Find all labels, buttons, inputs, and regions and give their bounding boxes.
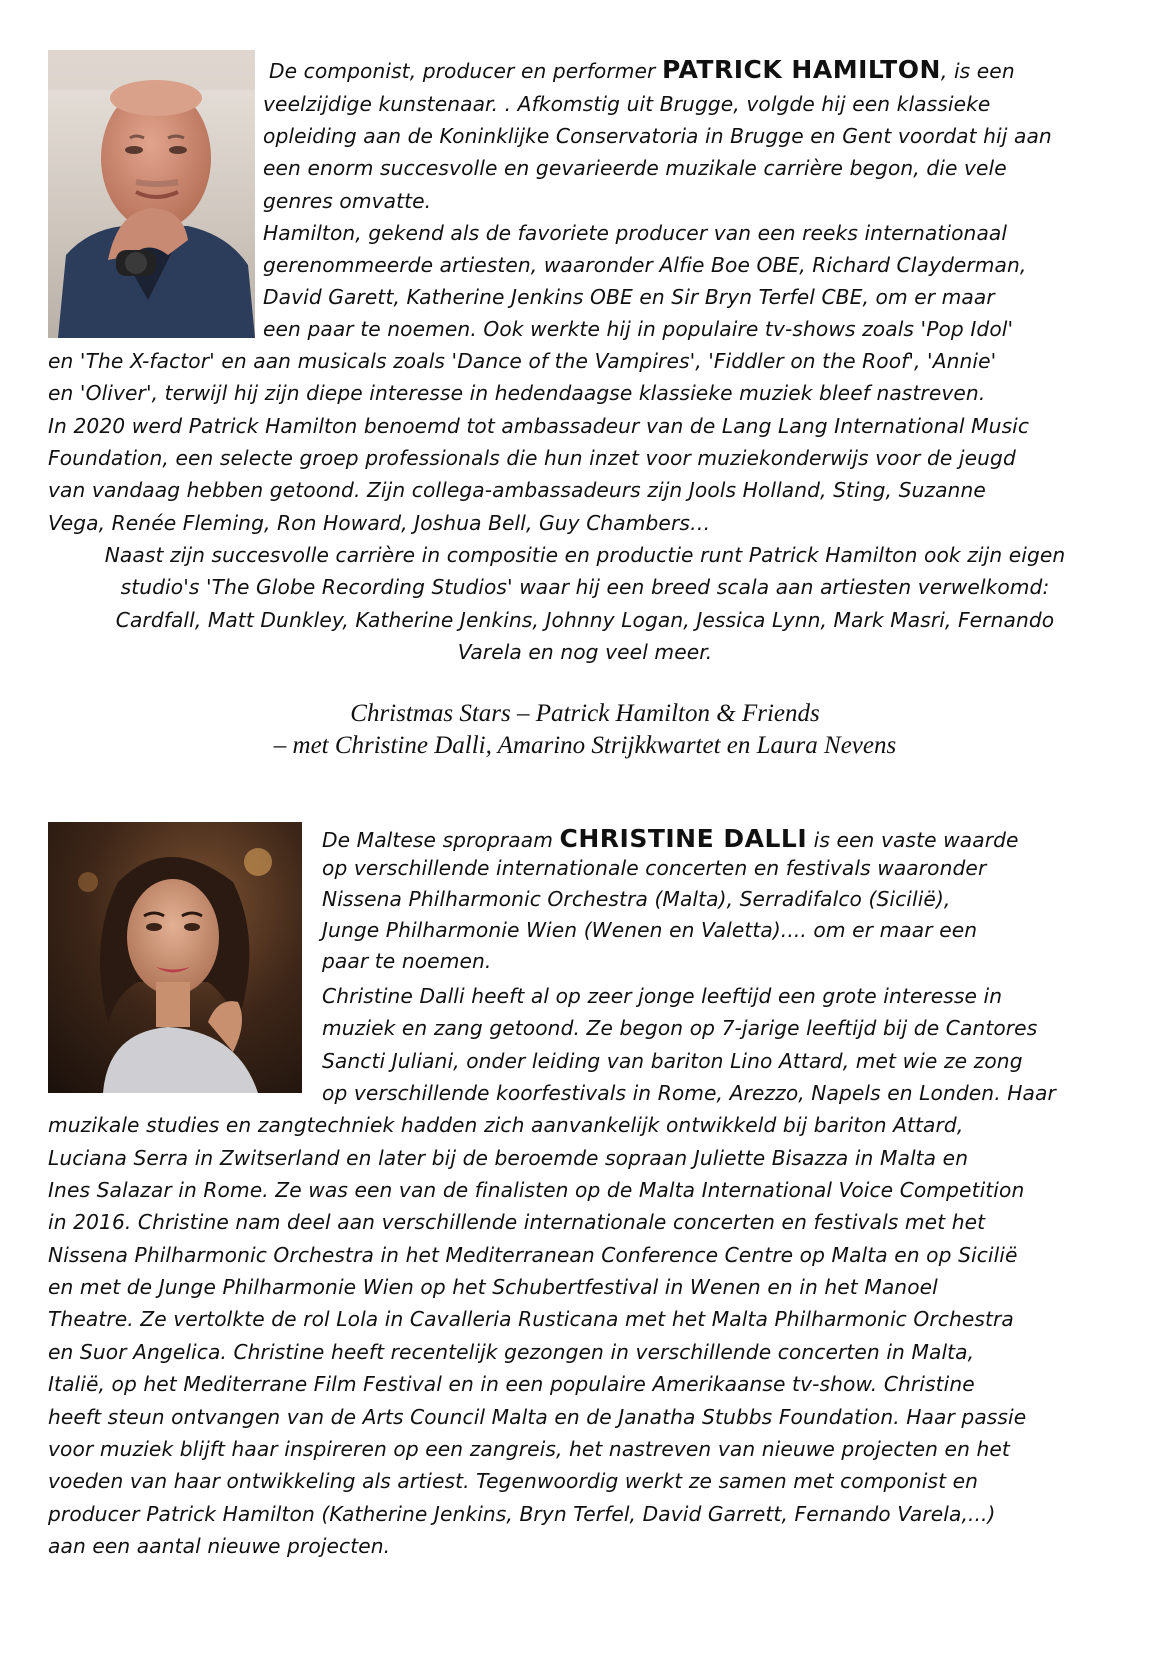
text-line: Christine Dalli heeft al op zeer jonge leeftijd een grote interesse in [322, 984, 1003, 1008]
text-line: voor muziek blijft haar inspireren op een zangreis, het nastreven van nieuwe projecten en het [48, 1437, 1010, 1461]
text-line: Hamilton, gekend als de favoriete producer van een reeks internationaal [263, 221, 1008, 245]
dalli-intro-line [322, 822, 1019, 857]
text-line: heeft steun ontvangen van de Arts Council Malta en de Janatha Stubbs Foundation. Haar passie [48, 1405, 1027, 1429]
text-line: gerenommeerde artiesten, waaronder Alfie Boe OBE, Richard Clayderman, [263, 253, 1027, 277]
text-line: Nissena Philharmonic Orchestra in het Mediterranean Conference Centre op Malta en op Sicilië [48, 1243, 1018, 1267]
centered-line: Naast zijn succesvolle carrière in compositie en productie runt Patrick Hamilton ook zijn eigen [104, 543, 1066, 567]
centered-line: studio's 'The Globe Recording Studios' waar hij een breed scala aan artiesten verwelkomd: [120, 575, 1050, 599]
text-line: Vega, Renée Fleming, Ron Howard, Joshua Bell, Guy Chambers… [48, 511, 711, 535]
text-line: Sancti Juliani, onder leiding van bariton Lino Attard, met wie ze zong [322, 1049, 1023, 1073]
dalli-intro-after: is een vaste waarde [807, 828, 1019, 852]
dalli-name: CHRISTINE DALLI [559, 824, 808, 853]
text-line: veelzijdige kunstenaar. . Afkomstig uit Brugge, volgde hij een klassieke [263, 92, 991, 116]
text-line: producer Patrick Hamilton (Katherine Jenkins, Bryn Terfel, David Garrett, Fernando Varela,...) [48, 1502, 996, 1526]
hamilton-intro-before: De componist, producer en performer [269, 59, 662, 83]
christine-dalli-photo [48, 822, 302, 1093]
text-line: Junge Philharmonie Wien (Wenen en Valetta).... om er maar een [322, 918, 978, 942]
text-line: paar te noemen. [322, 949, 492, 973]
text-line: en Suor Angelica. Christine heeft recentelijk gezongen in verschillende concerten in Malta, [48, 1340, 975, 1364]
hamilton-intro-after: , is een [940, 59, 1015, 83]
text-line: aan een aantal nieuwe projecten. [48, 1534, 391, 1558]
text-line: Nissena Philharmonic Orchestra (Malta), Serradifalco (Sicilië), [322, 887, 951, 911]
dalli-intro-before: De Maltese spropraam [322, 828, 560, 852]
text-line: en met de Junge Philharmonie Wien op het Schubertfestival in Wenen en in het Manoel [48, 1275, 938, 1299]
text-line: en 'The X-factor' en aan musicals zoals 'Dance of the Vampires', 'Fiddler on the Roof', 'Annie' [48, 349, 997, 373]
text-line: muzikale studies en zangtechniek hadden zich aanvankelijk ontwikkeld bij bariton Attard, [48, 1113, 964, 1137]
text-line: op verschillende internationale concerten en festivals waaronder [322, 856, 987, 880]
text-line: op verschillende koorfestivals in Rome, Arezzo, Napels en Londen. Haar [322, 1081, 1056, 1105]
text-line: Ines Salazar in Rome. Ze was een van de finalisten op de Malta International Voice Competition [48, 1178, 1025, 1202]
hamilton-name: PATRICK HAMILTON [661, 55, 941, 84]
text-line: David Garett, Katherine Jenkins OBE en Sir Bryn Terfel CBE, om er maar [263, 285, 995, 309]
text-line: Italië, op het Mediterrane Film Festival en in een populaire Amerikaanse tv-show. Christine [48, 1372, 975, 1396]
text-line: een enorm succesvolle en gevarieerde muzikale carrière begon, die vele [263, 156, 1007, 180]
text-line: Foundation, een selecte groep professionals die hun inzet voor muziekonderwijs voor de jeugd [48, 446, 1016, 470]
hamilton-intro-line [269, 53, 1015, 88]
text-line: van vandaag hebben getoond. Zijn collega-ambassadeurs zijn Jools Holland, Sting, Suzanne [48, 478, 986, 502]
text-line: muziek en zang getoond. Ze begon op 7-jarige leeftijd bij de Cantores [322, 1016, 1038, 1040]
text-line: In 2020 werd Patrick Hamilton benoemd tot ambassadeur van de Lang Lang International Music [48, 414, 1030, 438]
text-line: opleiding aan de Koninklijke Conservatoria in Brugge en Gent voordat hij aan [263, 124, 1052, 148]
patrick-hamilton-photo [48, 50, 255, 338]
text-line: in 2016. Christine nam deel aan verschillende internationale concerten en festivals met het [48, 1210, 986, 1234]
text-line: genres omvatte. [263, 189, 432, 213]
centered-line: Cardfall, Matt Dunkley, Katherine Jenkins, Johnny Logan, Jessica Lynn, Mark Masri, Fernando [115, 608, 1055, 632]
concert-title: Christmas Stars – Patrick Hamilton & Friends [350, 700, 820, 727]
text-line: een paar te noemen. Ook werkte hij in populaire tv-shows zoals 'Pop Idol' [263, 317, 1014, 341]
text-line: Theatre. Ze vertolkte de rol Lola in Cavalleria Rusticana met het Malta Philharmonic Orchestra [48, 1307, 1014, 1331]
text-line: en 'Oliver', terwijl hij zijn diepe interesse in hedendaagse klassieke muziek bleef nastreven. [48, 381, 986, 405]
concert-subtitle: – met Christine Dalli, Amarino Strijkkwartet en Laura Nevens [273, 732, 897, 759]
text-line: voeden van haar ontwikkeling als artiest. Tegenwoordig werkt ze samen met componist en [48, 1469, 979, 1493]
text-line: Luciana Serra in Zwitserland en later bij de beroemde sopraan Juliette Bisazza in Malta en [48, 1146, 969, 1170]
centered-line: Varela en nog veel meer. [457, 640, 713, 664]
